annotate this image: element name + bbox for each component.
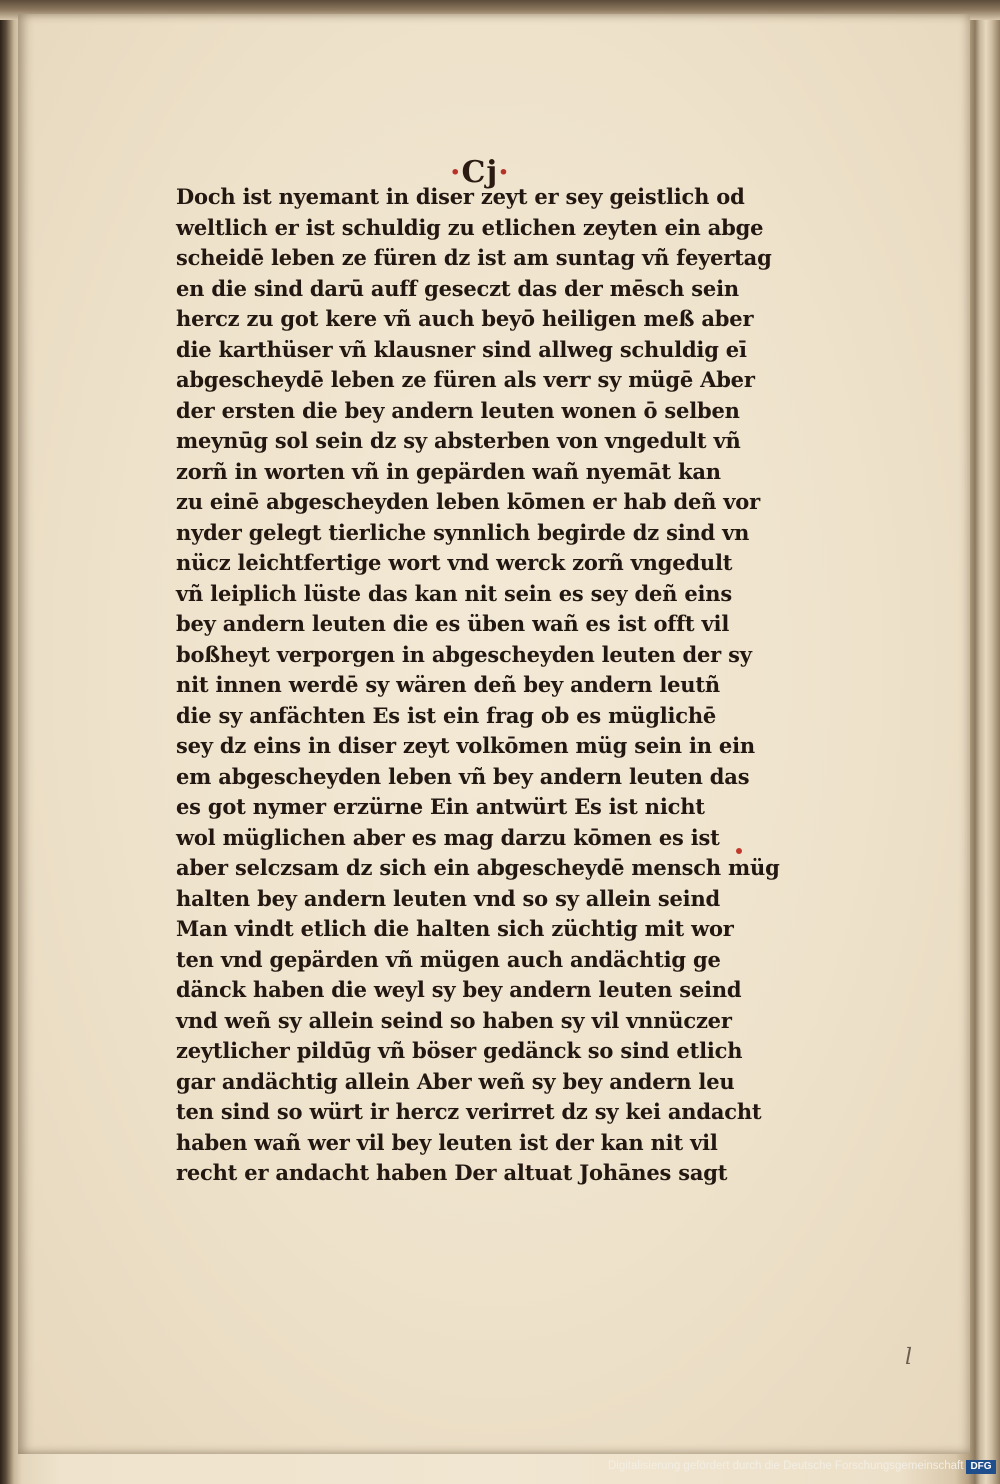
text-line: Doch ist nyemant in diser zeyt er sey geistlich od xyxy=(176,184,745,209)
digitization-credit: Digitalisierung gefördert durch die Deutsche Forschungsgemeinschaft xyxy=(608,1460,964,1472)
text-line: haben wañ wer vil bey leuten ist der kan nit vil xyxy=(176,1129,718,1155)
text-line: vnd weñ sy allein seind so haben sy vil vnnüczer xyxy=(176,1007,732,1033)
folio-rubric-mark: · xyxy=(450,155,462,190)
text-line: meynūg sol sein dz sy absterben von vngedult vñ xyxy=(176,428,741,453)
text-line: en die sind darū auff geseczt das der mēsch sein xyxy=(176,275,739,301)
text-line: abgescheydē leben ze füren als verr sy mügē Aber xyxy=(176,367,755,392)
text-line: sey dz eins in diser zeyt volkōmen müg sein in ein xyxy=(176,733,755,758)
folio-label: Cj xyxy=(461,155,499,190)
dfg-logo: DFG xyxy=(966,1460,996,1474)
text-line: nücz leichtfertige wort vnd werck zorñ vngedult xyxy=(176,550,733,575)
text-line: halten bey andern leuten vnd so sy allein seind xyxy=(176,885,720,911)
text-line: ten vnd gepärden vñ mügen auch andächtig ge xyxy=(176,946,721,972)
text-line: em abgescheyden leben vñ bey andern leuten das xyxy=(176,763,750,789)
text-line: die karthüser vñ klausner sind allweg schuldig eī xyxy=(176,336,747,362)
text-line: hercz zu got kere vñ auch beyō heiligen meß aber xyxy=(176,306,754,331)
text-line: scheidē leben ze füren dz ist am suntag vñ feyertag xyxy=(176,245,772,270)
text-line: nyder gelegt tierliche synnlich begirde dz sind vn xyxy=(176,519,750,545)
text-line: zorñ in worten vñ in gepärden wañ nyemāt kan xyxy=(176,458,721,484)
text-line: wol müglichen aber es mag darzu kōmen es ist xyxy=(176,824,720,850)
text-line: boßheyt verporgen in abgescheyden leuten der sy xyxy=(176,641,752,667)
text-line: ten sind so würt ir hercz verirret dz sy kei andacht xyxy=(176,1099,762,1124)
text-line: aber selczsam dz sich ein abgescheydē mensch müg xyxy=(176,855,780,880)
text-line: die sy anfächten Es ist ein frag ob es müglichē xyxy=(176,702,717,728)
text-line: gar andächtig allein Aber weñ sy bey andern leu xyxy=(176,1068,735,1094)
pencil-margin-note: l xyxy=(905,1345,913,1370)
text-line: recht er andacht haben Der altuat Johānes sagt xyxy=(176,1160,728,1185)
body-text xyxy=(176,182,780,1189)
folio-rubric-mark-right: · xyxy=(498,155,510,190)
text-line: Man vindt etlich die halten sich züchtig mit wor xyxy=(176,916,734,941)
text-line: nit innen werdē sy wären deñ bey andern leutñ xyxy=(176,672,720,697)
text-line: dänck haben die weyl sy bey andern leuten seind xyxy=(176,977,742,1002)
text-line: bey andern leuten die es üben wañ es ist offt vil xyxy=(176,611,730,636)
text-line: weltlich er ist schuldig zu etlichen zeyten ein abge xyxy=(176,214,764,240)
red-ink-mark xyxy=(736,848,742,854)
text-line: zu einē abgescheyden leben kōmen er hab deñ vor xyxy=(176,489,760,514)
text-line: vñ leiplich lüste das kan nit sein es sey deñ eins xyxy=(176,580,732,606)
text-line: zeytlicher pildūg vñ böser gedänck so sind etlich xyxy=(176,1038,743,1063)
text-line: es got nymer erzürne Ein antwürt Es ist nicht xyxy=(176,794,705,819)
text-line: der ersten die bey andern leuten wonen ō selben xyxy=(176,397,740,423)
